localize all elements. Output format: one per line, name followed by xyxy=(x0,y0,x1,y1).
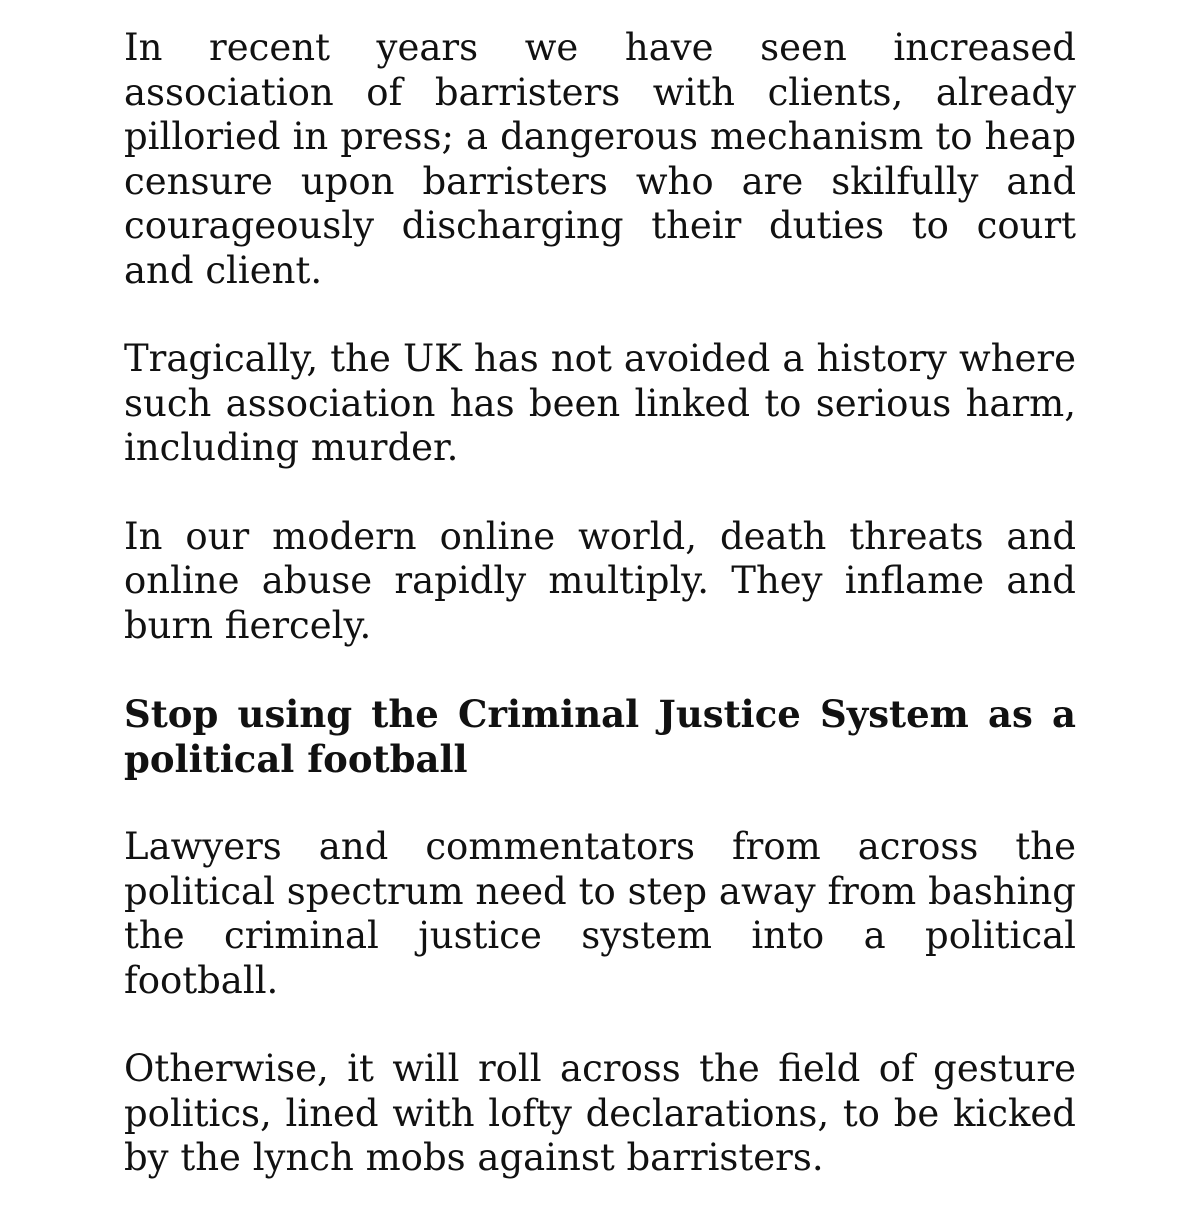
paragraph-gesture-politics: Otherwise, it will roll across the field of gesture politics, lined with lofty declarations, to be kicked by the lynch mobs against barristers. xyxy=(124,1047,1076,1179)
section-heading: Stop using the Criminal Justice System as a political football xyxy=(124,692,1076,781)
paragraph-political-spectrum: Lawyers and commentators from across the political spectrum need to step away from bashing the criminal justice system into a political football. xyxy=(124,825,1076,1002)
document-body xyxy=(124,26,1076,1225)
paragraph-barrister-association: In recent years we have seen increased association of barristers with clients, already pilloried in press; a dangerous mechanism to heap censure upon barristers who are skilfully and courageously discharging their duties to court and client. xyxy=(124,26,1076,292)
paragraph-uk-history: Tragically, the UK has not avoided a history where such association has been linked to serious harm, including murder. xyxy=(124,337,1076,469)
paragraph-online-abuse: In our modern online world, death threats and online abuse rapidly multiply. They inflame and burn fiercely. xyxy=(124,514,1076,647)
